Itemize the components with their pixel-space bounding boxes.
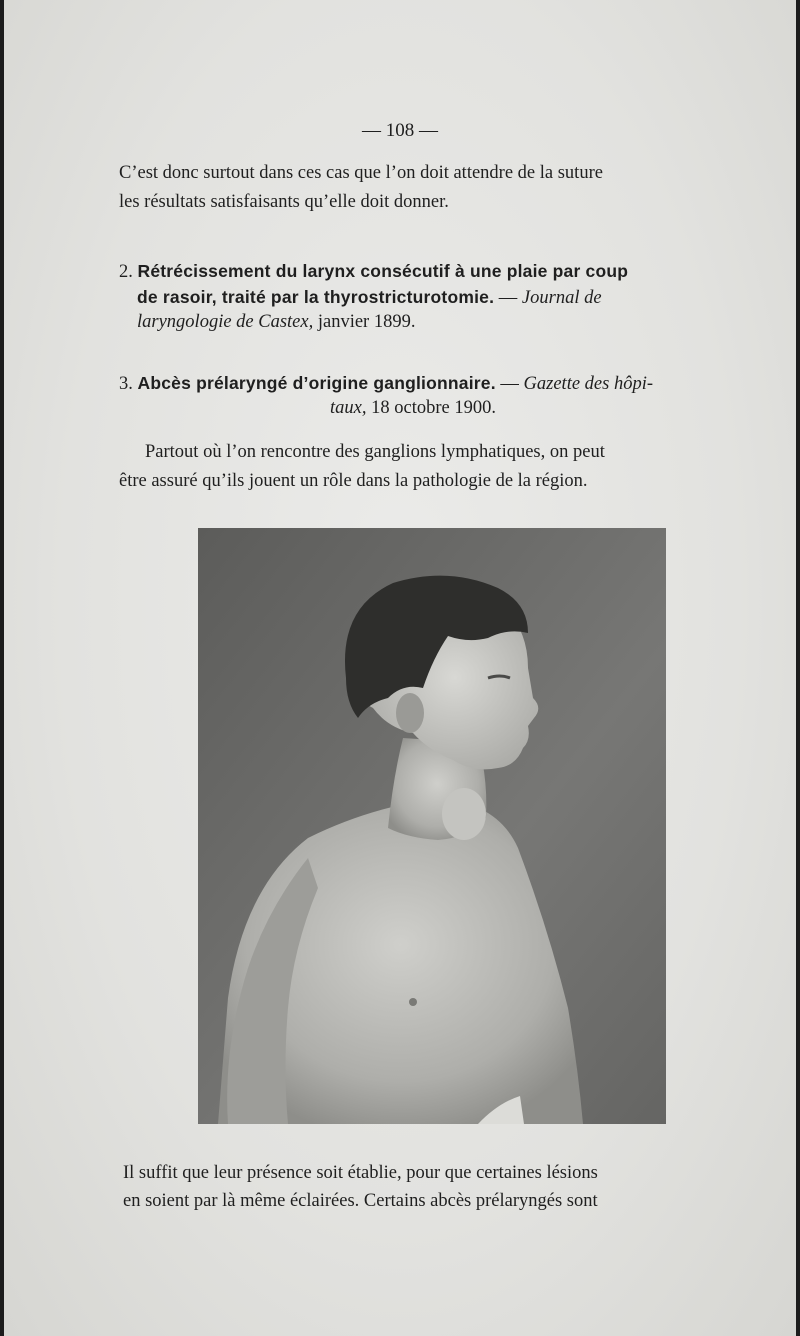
reference-journal-cont: taux, [330,398,367,418]
reference-dash: — [498,288,518,308]
reference-date: janvier 1899. [317,312,416,332]
photo-figure [198,528,666,1124]
patient-photograph [198,528,666,1124]
reference-2-line2 [137,284,602,312]
reference-title: Abcès prélaryngé d’origine ganglionnaire. [137,373,496,393]
reference-journal: Gazette des hôpi- [523,374,654,394]
paragraph-line: être assuré qu’ils jouent un rôle dans la pathologie de la région. [119,471,588,491]
reference-number: 2. [119,262,133,282]
reference-2-line3 [137,309,415,336]
reference-3-line2 [330,395,496,422]
paragraph-text: C’est donc surtout dans ces cas que l’on doit attendre de la suture [119,163,603,183]
reference-journal-cont: laryngologie de Castex, [137,312,314,332]
paragraph-line [119,160,739,187]
paragraph-line: Partout où l’on rencontre des ganglions lymphatiques, on peut [145,442,605,462]
reference-title: Rétrécissement du larynx consécutif à une plaie par coup [137,261,629,281]
paragraph-line: Il suffit que leur présence soit établie, pour que certaines lésions [123,1163,598,1183]
reference-date: 18 octobre 1900. [371,398,496,418]
reference-number: 3. [119,374,133,394]
page-number: — 108 — [362,120,438,141]
paragraph-line: les résultats satisfaisants qu’elle doit donner. [119,192,449,212]
reference-2-line1 [119,258,628,286]
paragraph-line: en soient par là même éclairées. Certains abcès prélaryngés sont [123,1191,598,1211]
reference-3-line1 [119,370,653,398]
reference-title-cont: de rasoir, traité par la thyrostricturotomie. [137,287,495,307]
reference-dash: — [500,374,519,394]
reference-journal: Journal de [521,288,602,308]
